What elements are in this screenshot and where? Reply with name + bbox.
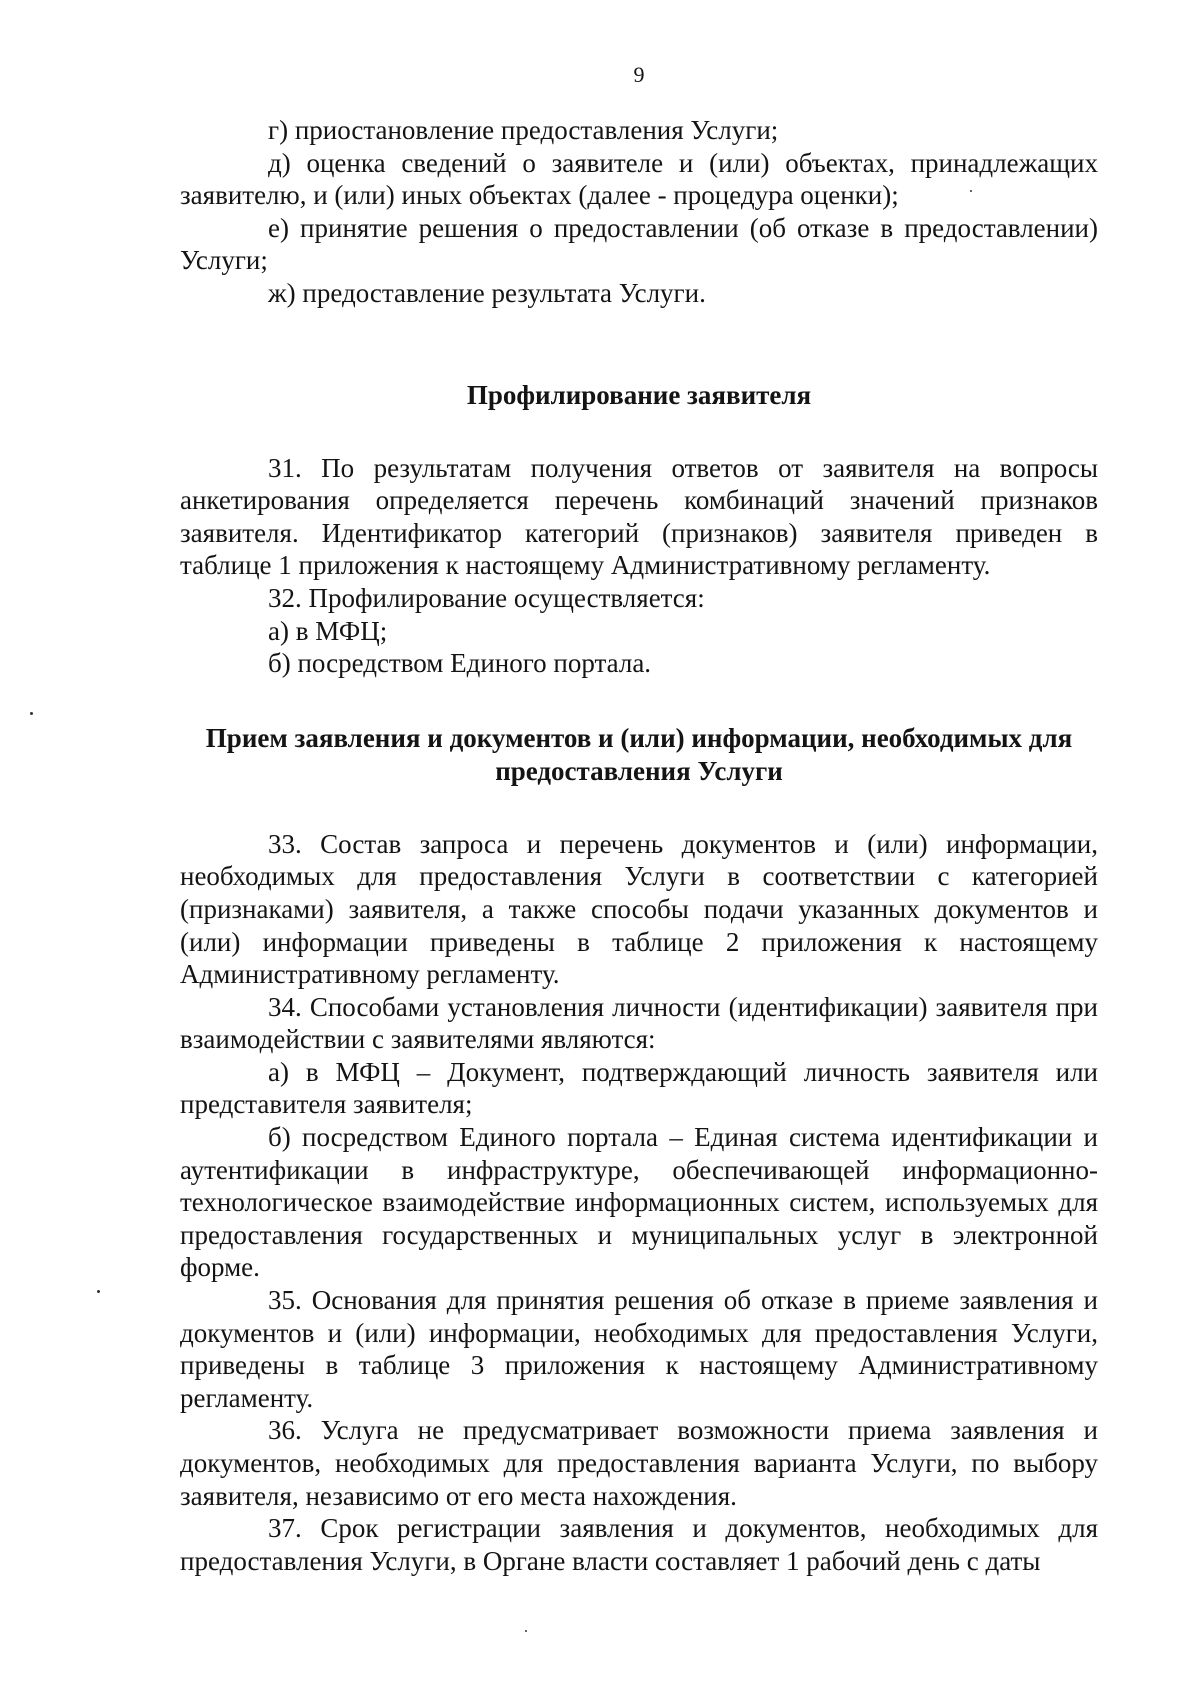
list-item-d: д) оценка сведений о заявителе и (или) объектах, принадлежащих заявителю, и (или) иных объектах (далее - процедура оценки);	[180, 147, 1098, 211]
paragraph-34-b: б) посредством Единого портала – Единая система идентификации и аутентификации в инфраструктуре, обеспечивающей информационно-технологическое взаимодействие информационных систем, используемых для предоставления государственных и муниципальных услуг в электронной форме.	[180, 1122, 1098, 1283]
list-item-e: е) принятие решения о предоставлении (об отказе в предоставлении) Услуги;	[180, 212, 1098, 276]
section-heading-profiling: Профилирование заявителя	[466, 379, 812, 410]
paragraph-37: 37. Срок регистрации заявления и документов, необходимых для предоставления Услуги, в Органе власти составляет 1 рабочий день с даты	[180, 1513, 1098, 1576]
document-page	[180, 60, 1098, 1577]
scan-speck	[97, 1290, 100, 1293]
scan-speck	[525, 1630, 527, 1632]
scan-speck	[970, 190, 972, 192]
paragraph-34: 34. Способами установления личности (идентификации) заявителя при взаимодействии с заявителями являются:	[180, 991, 1098, 1055]
paragraph-34-a: а) в МФЦ – Документ, подтверждающий личность заявителя или представителя заявителя;	[180, 1056, 1098, 1120]
paragraph-35: 35. Основания для принятия решения об отказе в приеме заявления и документов и (или) информации, необходимых для предоставления Услуги, приведены в таблице 3 приложения к настоящему Административному регламенту.	[180, 1285, 1098, 1413]
section-heading-reception: Прием заявления и документов и (или) информации, необходимых для предоставления Услуги	[205, 722, 1073, 786]
list-item-zh: ж) предоставление результата Услуги.	[268, 277, 706, 308]
page-number: 9	[633, 62, 645, 87]
paragraph-31: 31. По результатам получения ответов от заявителя на вопросы анкетирования определяется перечень комбинаций значений признаков заявителя. Идентификатор категорий (признаков) заявителя приведен в таблице 1 приложения к настоящему Административному регламенту.	[180, 452, 1098, 581]
paragraph-32-a: а) в МФЦ;	[268, 615, 388, 646]
paragraph-33: 33. Состав запроса и перечень документов и (или) информации, необходимых для предоставления Услуги в соответствии с категорией (признаками) заявителя, а также способы подачи указанных документов и (или) информации приведены в таблице 2 приложения к настоящему Административному регламенту.	[180, 828, 1098, 990]
paragraph-36: 36. Услуга не предусматривает возможности приема заявления и документов, необходимых для предоставления варианта Услуги, по выбору заявителя, независимо от его места нахождения.	[180, 1415, 1098, 1511]
list-item-g: г) приостановление предоставления Услуги;	[268, 115, 779, 145]
paragraph-32: 32. Профилирование осуществляется:	[268, 582, 705, 613]
paragraph-32-b: б) посредством Единого портала.	[268, 648, 652, 679]
scan-speck	[30, 712, 33, 715]
